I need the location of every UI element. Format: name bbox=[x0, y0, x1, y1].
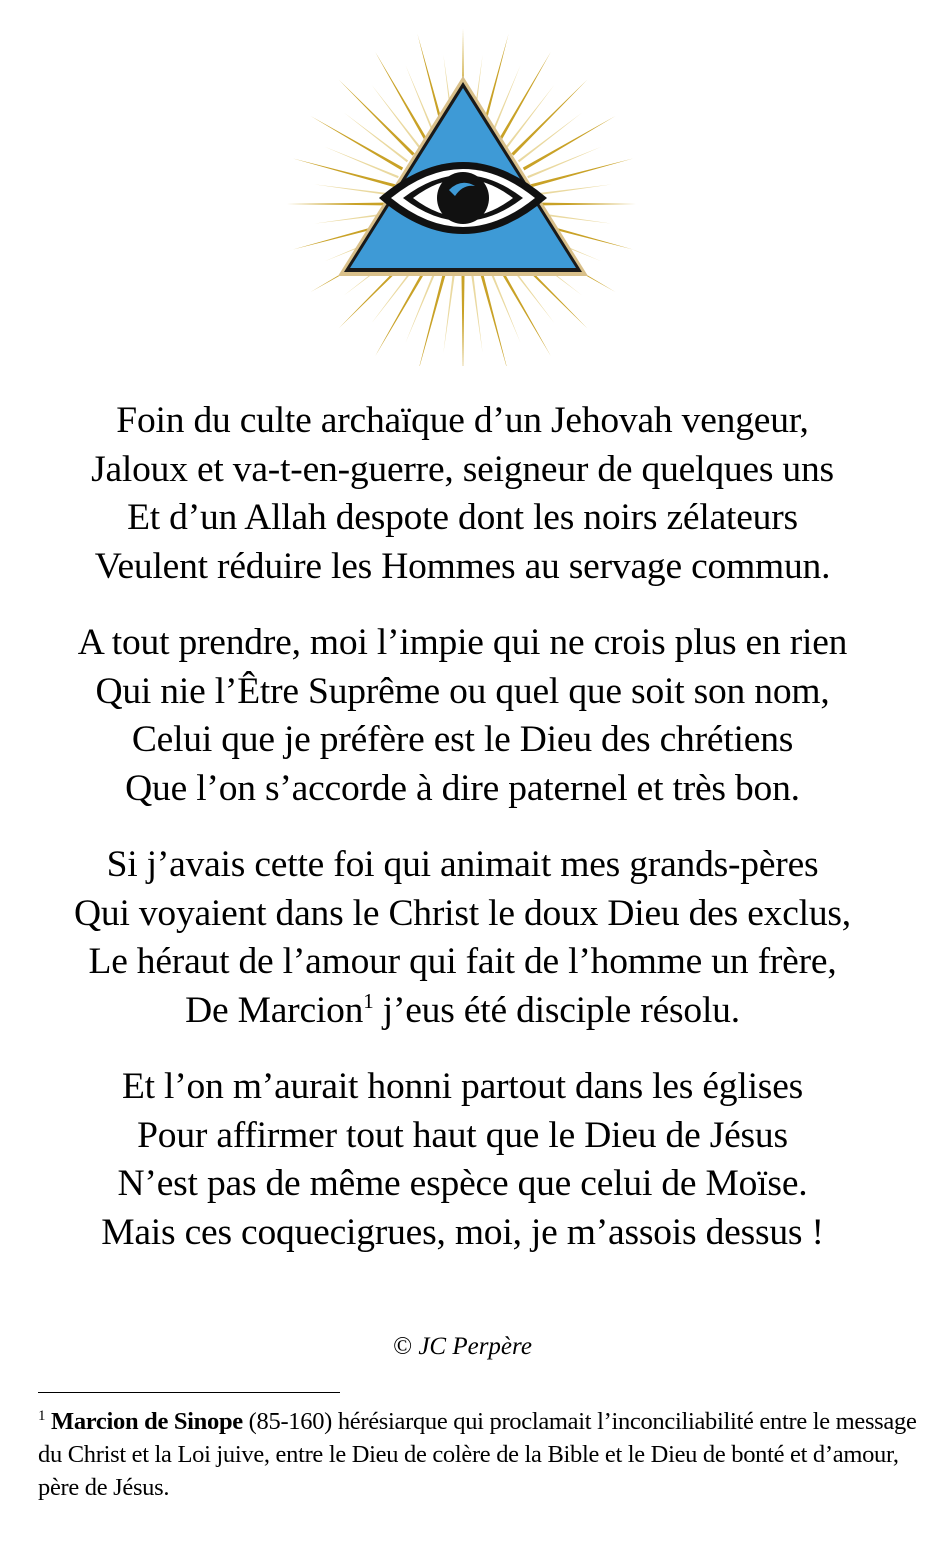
stanza bbox=[0, 397, 925, 591]
sunburst-ray bbox=[523, 116, 616, 170]
footnote-text: (85-160) hérésiarque qui proclamait l’inconciliabilité entre le message du Christ et la Loi juive, entre le Dieu de colère de la Bible et le Dieu de bonté et d’amour, père de Jésus. bbox=[38, 1408, 917, 1501]
poem-line-text: j’eus été disciple résolu. bbox=[373, 989, 740, 1031]
sunburst-ray bbox=[287, 202, 393, 205]
sunburst-ray bbox=[530, 158, 633, 187]
copyright-symbol: © bbox=[393, 1333, 413, 1360]
sunburst-ray bbox=[443, 273, 455, 352]
poem-line: Qui voyaient dans le Christ le doux Dieu des exclus, bbox=[74, 892, 851, 934]
sunburst-ray bbox=[497, 264, 551, 357]
stanza bbox=[0, 619, 925, 813]
poem-line: Que l’on s’accorde à dire paternel et très bon. bbox=[125, 767, 800, 809]
sunburst-ray bbox=[497, 52, 551, 145]
poem-line: Le héraut de l’amour qui fait de l’homme un frère, bbox=[88, 941, 837, 982]
sunburst-ray bbox=[293, 158, 396, 187]
sunburst-ray bbox=[527, 147, 601, 179]
sunburst-ray bbox=[314, 184, 393, 196]
poem-line: N’est pas de même espèce que celui de Moïse. bbox=[117, 1163, 808, 1204]
poem-line: Pour affirmer tout haut que le Dieu de Jésus bbox=[137, 1114, 788, 1156]
eye-of-providence-emblem bbox=[271, 14, 655, 366]
poem-line-text: De Marcion bbox=[185, 989, 364, 1031]
sunburst-ray bbox=[533, 202, 639, 205]
poem-line-with-footnote bbox=[0, 987, 925, 1036]
sunburst-ray bbox=[489, 268, 521, 342]
footnote-number: 1 bbox=[38, 1408, 46, 1424]
poem-line: Foin du culte archaïque d’un Jehovah vengeur, bbox=[116, 400, 809, 441]
footnote bbox=[38, 1405, 918, 1504]
poem-line: Qui nie l’Être Suprême ou quel que soit son nom, bbox=[95, 670, 830, 712]
author-name: JC Perpère bbox=[418, 1333, 532, 1360]
poem-line: Celui que je préfère est le Dieu des chrétiens bbox=[131, 719, 794, 760]
sunburst-ray bbox=[471, 273, 483, 352]
sunburst-ray bbox=[480, 271, 509, 366]
footnote-name: Marcion de Sinope bbox=[51, 1408, 243, 1435]
copyright bbox=[0, 1330, 925, 1364]
footnote-divider bbox=[38, 1392, 340, 1393]
sunburst-ray bbox=[511, 80, 587, 156]
sunburst-ray bbox=[406, 268, 438, 342]
footnote-reference[interactable]: 1 bbox=[363, 988, 374, 1013]
sunburst-ray bbox=[532, 184, 611, 196]
sunburst-ray bbox=[375, 52, 429, 145]
stanza bbox=[0, 841, 925, 1035]
poem-line: Si j’avais cette foi qui animait mes grands-pères bbox=[106, 844, 819, 885]
sunburst-ray bbox=[311, 116, 404, 170]
eye-of-providence-icon bbox=[271, 14, 655, 366]
stanza bbox=[0, 1063, 925, 1257]
sunburst-ray bbox=[375, 264, 429, 357]
eye-iris bbox=[437, 172, 489, 224]
poem-line: Et d’un Allah despote dont les noirs zélateurs bbox=[127, 497, 798, 538]
sunburst-ray bbox=[324, 147, 398, 179]
sunburst-ray bbox=[461, 274, 464, 366]
poem-line: Jaloux et va-t-en-guerre, seigneur de quelques uns bbox=[91, 448, 834, 490]
sunburst-ray bbox=[339, 80, 415, 156]
poem bbox=[0, 397, 925, 1285]
sunburst-ray bbox=[417, 271, 446, 366]
poem-line: Veulent réduire les Hommes au servage commun. bbox=[94, 545, 831, 587]
poem-line: Mais ces coquecigrues, moi, je m’assois dessus ! bbox=[101, 1211, 824, 1253]
poem-line: Et l’on m’aurait honni partout dans les églises bbox=[121, 1066, 804, 1107]
poem-line: A tout prendre, moi l’impie qui ne crois plus en rien bbox=[77, 622, 848, 663]
